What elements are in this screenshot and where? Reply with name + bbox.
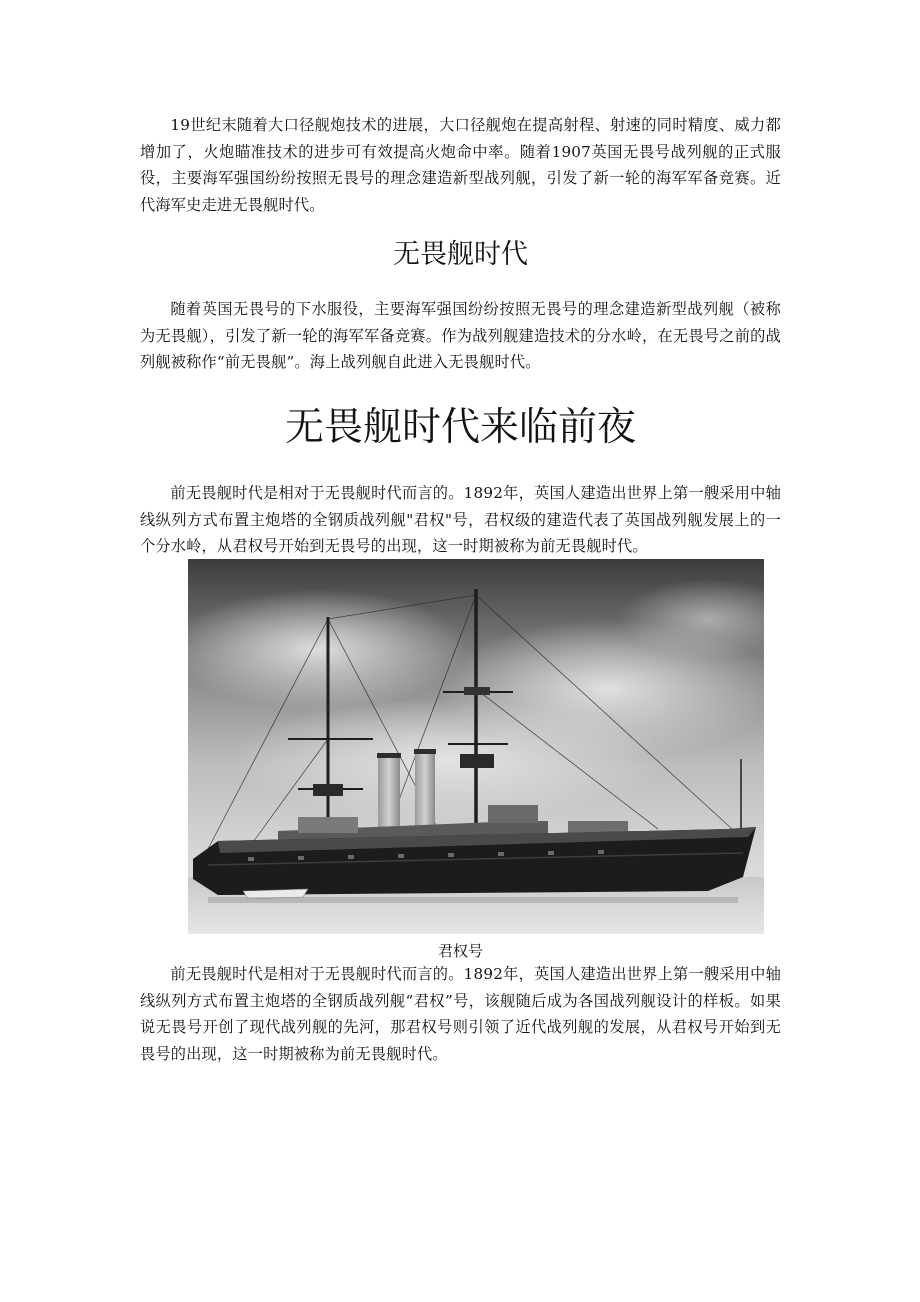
photo-caption: 君权号 — [437, 942, 483, 960]
sovereign-paragraph: 前无畏舰时代是相对于无畏舰时代而言的。1892年，英国人建造出世界上第一艘采用中轴线纵列方式布置主炮塔的全钢质战列舰“君权”号，该舰随后成为各国战列舰设计的样板。如果说无畏号开创了现代战列舰的先河，那君权号则引领了近代战列舰的发展，从君权号开始到无畏号的出现，这一时期被称为前无畏舰时代。 — [140, 965, 781, 1063]
section-heading-eve: 无畏舰时代来临前夜 — [284, 405, 636, 450]
intro-paragraph: 19世纪末随着大口径舰炮技术的进展，大口径舰炮在提高射程、射速的同时精度、威力都增加了，火炮瞄准技术的进步可有效提高火炮命中率。随着1907英国无畏号战列舰的正式服役，主要海军强国纷纷按照无畏号的理念建造新型战列舰，引发了新一轮的海军军备竞赛。近代海军史走进无畏舰时代。 — [140, 116, 781, 214]
pre-dreadnought-paragraph: 前无畏舰时代是相对于无畏舰时代而言的。1892年，英国人建造出世界上第一艘采用中轴线纵列方式布置主炮塔的全钢质战列舰"君权"号，君权级的建造代表了英国战列舰发展上的一个分水岭，从君权号开始到无畏号的出现，这一时期被称为前无畏舰时代。 — [140, 484, 781, 555]
section-heading-dreadnought-era: 无畏舰时代 — [393, 239, 528, 270]
dreadnought-era-paragraph: 随着英国无畏号的下水服役，主要海军强国纷纷按照无畏号的理念建造新型战列舰（被称为无畏舰），引发了新一轮的海军军备竞赛。作为战列舰建造技术的分水岭，在无畏号之前的战列舰被称作“前无畏舰”。海上战列舰自此进入无畏舰时代。 — [140, 300, 781, 371]
battleship-photo — [188, 559, 764, 934]
